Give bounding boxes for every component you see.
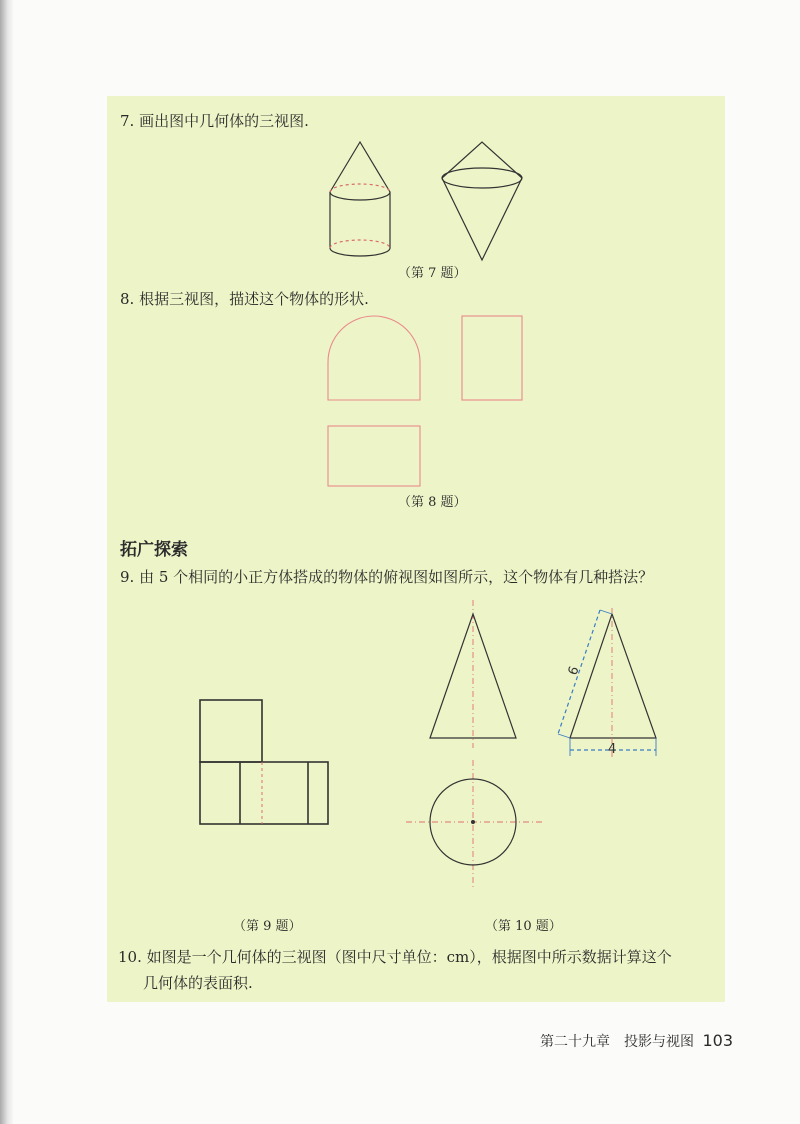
slant-dim-ext-bottom	[558, 734, 570, 738]
question-10-number: 10.	[118, 948, 142, 966]
side-view-triangle	[570, 614, 656, 738]
chapter-title: 第二十九章 投影与视图	[540, 1034, 694, 1050]
cone-cylinder-solid	[330, 142, 390, 256]
double-cone-rim	[442, 168, 522, 188]
caption-figure-9: （第 9 题）	[233, 919, 302, 934]
question-9-number: 9.	[120, 568, 135, 586]
section-heading-extension: 拓广探索	[120, 540, 188, 560]
question-7	[120, 110, 309, 132]
question-8-number: 8.	[120, 290, 135, 308]
top-view-center-dot	[471, 820, 475, 824]
cone-cylinder-hidden-arc	[330, 184, 390, 192]
double-cone-upper	[442, 142, 522, 178]
book-spine-shadow	[0, 0, 14, 1124]
caption-figure-8: （第 8 题）	[398, 495, 467, 510]
page-number: 103	[702, 1031, 733, 1050]
cylinder-bottom-hidden-arc	[330, 240, 390, 248]
slant-dim-ext-top	[600, 610, 612, 614]
base-dimension-label: 4	[608, 742, 617, 757]
side-view-rect	[462, 316, 522, 400]
question-10-line-2: 几何体的表面积.	[143, 974, 253, 992]
page-footer	[540, 1031, 733, 1051]
question-7-number: 7.	[120, 112, 135, 130]
top-view-rect	[328, 426, 420, 486]
question-8-text: 根据三视图，描述这个物体的形状.	[139, 290, 369, 308]
figure-9-top-view	[198, 698, 330, 828]
figure-8	[320, 312, 540, 492]
slant-dimension-label: 6	[565, 664, 583, 678]
caption-figure-10: （第 10 题）	[485, 919, 562, 934]
question-7-text: 画出图中几何体的三视图.	[139, 112, 309, 130]
question-8	[120, 288, 369, 310]
question-10-line-1: 如图是一个几何体的三视图（图中尺寸单位：cm），根据图中所示数据计算这个	[146, 948, 672, 966]
question-9-text: 由 5 个相同的小正方体搭成的物体的俯视图如图所示，这个物体有几种搭法？	[139, 568, 654, 586]
double-cone-lower	[442, 178, 522, 260]
caption-figure-7: （第 7 题）	[398, 266, 467, 281]
question-10	[118, 946, 672, 968]
figure-10	[400, 600, 680, 910]
cube-top	[200, 700, 262, 762]
figure-7	[320, 138, 540, 268]
cone-cylinder-front-arc	[330, 192, 390, 200]
question-9	[120, 566, 653, 588]
front-view-arch	[328, 316, 420, 400]
